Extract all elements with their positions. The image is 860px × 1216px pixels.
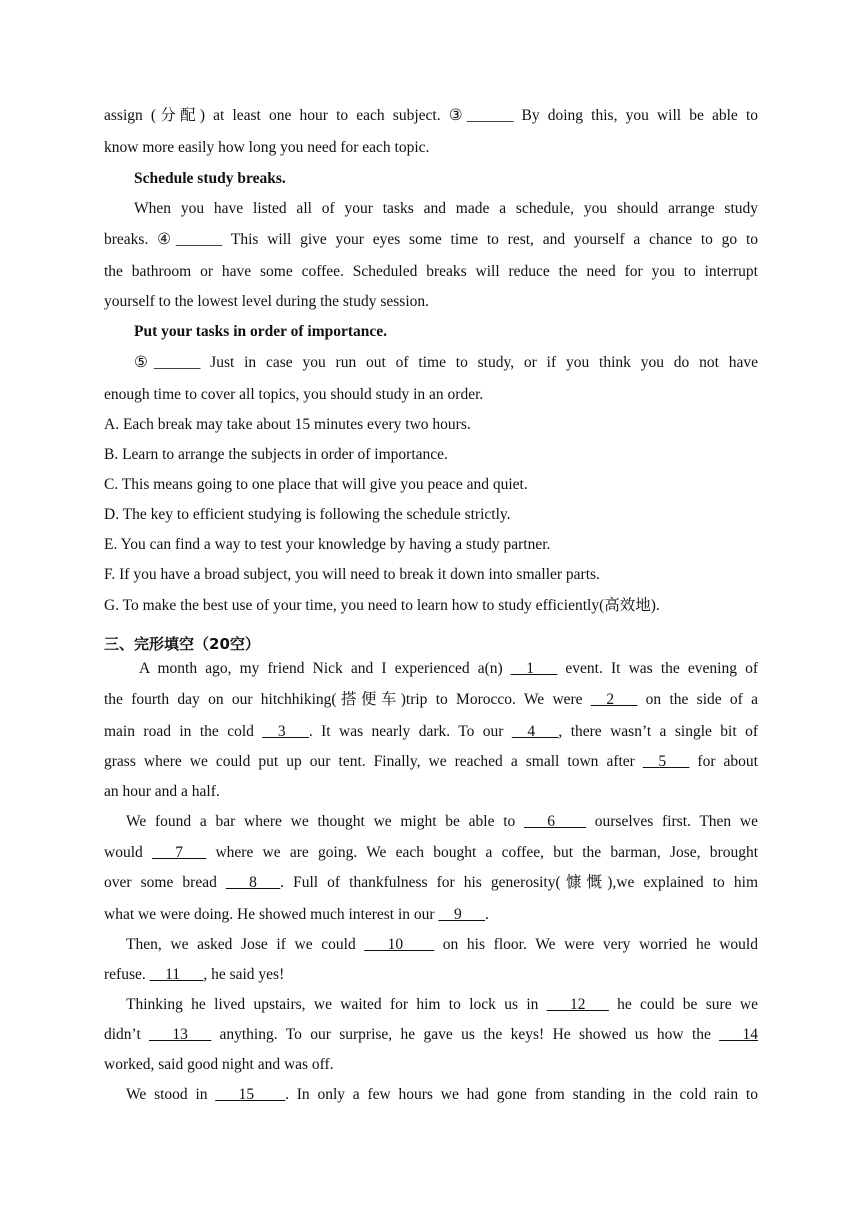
text-line: Then, we asked Jose if we could ___10____ on his floor. We were very worried he would — [126, 936, 758, 953]
text-line: worked, said good night and was off. — [104, 1056, 334, 1073]
text-line: ⑤______ Just in case you run out of time to study, or if you think you do not have — [134, 354, 758, 371]
text-line: breaks. ④______ This will give your eyes some time to rest, and yourself a chance to go to — [104, 231, 758, 248]
text-line: yourself to the lowest level during the study session. — [104, 293, 430, 310]
text-line: Thinking he lived upstairs, we waited for him to lock us in ___12___ he could be sure we — [126, 996, 759, 1013]
blank-3: __3___ — [262, 723, 309, 740]
option-a: A. Each break may take about 15 minutes every two hours. — [104, 416, 471, 433]
blank-7: ___7___ — [151, 844, 207, 861]
text-line: an hour and a half. — [104, 783, 220, 800]
blank-14: ___14 — [719, 1026, 759, 1043]
option-c: C. This means going to one place that will give you peace and quiet. — [104, 476, 528, 493]
blank-13: ___13___ — [149, 1026, 212, 1043]
text-line: When you have listed all of your tasks and made a schedule, you should arrange study — [134, 200, 758, 217]
text-line: enough time to cover all topics, you should study in an order. — [104, 386, 484, 403]
text-line: the bathroom or have some coffee. Scheduled breaks will reduce the need for you to interrupt — [104, 263, 758, 280]
blank-15: ___15____ — [215, 1086, 286, 1103]
blank-5: __5___ — [642, 753, 690, 770]
blank-1: __1___ — [510, 660, 558, 677]
section-heading: Put your tasks in order of importance. — [134, 323, 388, 340]
option-e: E. You can find a way to test your knowledge by having a study partner. — [104, 536, 551, 553]
text-line: We found a bar where we thought we might be able to ___6____ ourselves first. Then we — [126, 813, 758, 830]
text-line: know more easily how long you need for each topic. — [104, 139, 430, 156]
blank-4: __4___ — [511, 723, 559, 740]
blank-12: ___12___ — [546, 996, 609, 1013]
text-line: over some bread ___8___. Full of thankfulness for his generosity(慷慨),we explained to him — [104, 874, 758, 891]
blank-2: __2___ — [590, 691, 638, 708]
text-line: main road in the cold __3___. It was nearly dark. To our __4___, there wasn’t a single bit of — [104, 723, 758, 740]
text-line: the fourth day on our hitchhiking(搭便车)trip to Morocco. We were __2___ on the side of a — [104, 691, 759, 708]
text-line: A month ago, my friend Nick and I experienced a(n) __1___ event. It was the evening of — [139, 660, 758, 677]
text-line: grass where we could put up our tent. Finally, we reached a small town after __5___ for about — [104, 753, 758, 770]
text-line: assign (分配) at least one hour to each subject. ③______ By doing this, you will be able to — [104, 107, 758, 124]
blank-6: ___6____ — [524, 813, 587, 830]
option-b: B. Learn to arrange the subjects in order of importance. — [104, 446, 448, 463]
blank-8: ___8___ — [225, 874, 281, 891]
section-heading: Schedule study breaks. — [134, 170, 286, 187]
section-title: 三、完形填空（20空） — [104, 635, 260, 653]
text-line: We stood in ___15____. In only a few hours we had gone from standing in the cold rain to — [126, 1086, 758, 1103]
blank-9: __9___ — [438, 906, 485, 923]
option-d: D. The key to efficient studying is following the schedule strictly. — [104, 506, 511, 523]
text-line: refuse. __11___, he said yes! — [104, 966, 285, 983]
blank-10: ___10____ — [364, 936, 435, 953]
blank-11: __11___ — [149, 966, 204, 983]
option-g: G. To make the best use of your time, you need to learn how to study efficiently(高效地). — [104, 597, 660, 614]
option-f: F. If you have a broad subject, you will need to break it down into smaller parts. — [104, 566, 600, 583]
text-line: would ___7___ where we are going. We each bought a coffee, but the barman, Jose, brought — [104, 844, 758, 861]
text-line: didn’t ___13___ anything. To our surprise, he gave us the keys! He showed us how the ___14 — [104, 1026, 759, 1043]
text-line: what we were doing. He showed much interest in our __9___. — [104, 906, 489, 923]
